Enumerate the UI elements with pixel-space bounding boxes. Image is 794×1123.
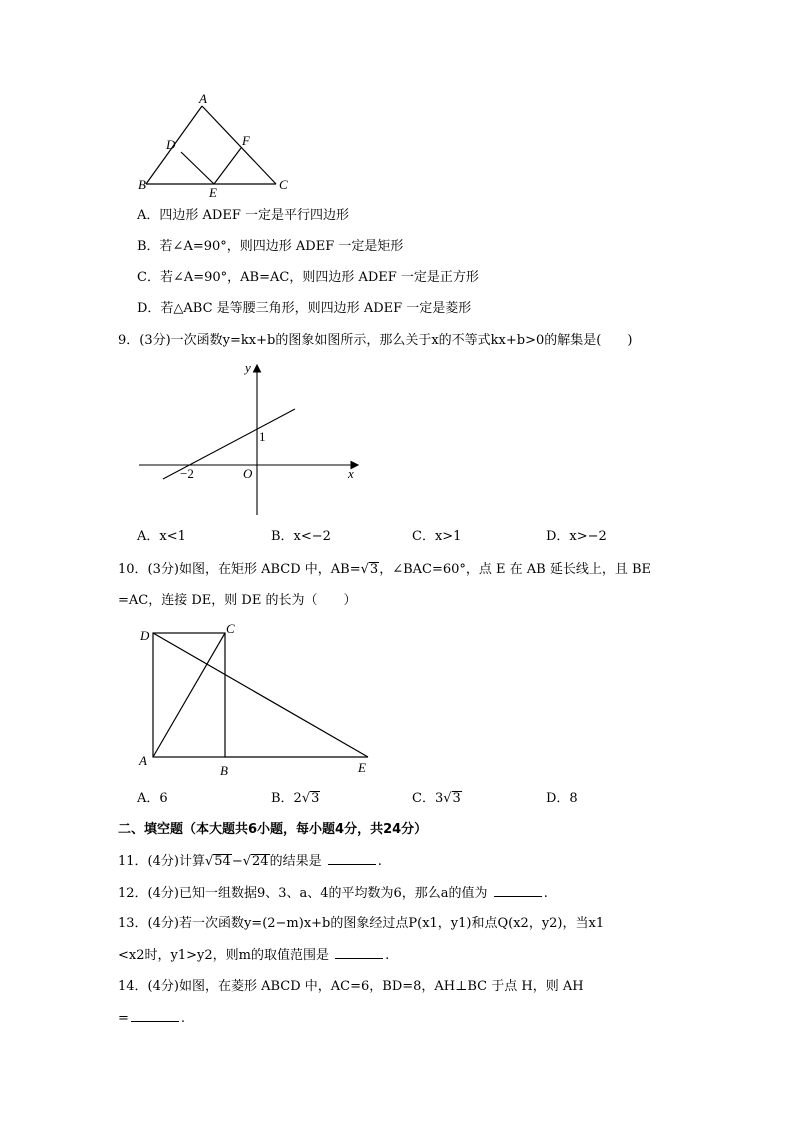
answer-blank[interactable]: [494, 884, 542, 897]
q9-option-a: A．x<1: [137, 529, 186, 544]
q10-stem-part2: ，∠BAC=60°，点 E 在 AB 延长线上，且 BE: [379, 562, 652, 577]
q10-stem-part1: 10．(3分)如图，在矩形 ABCD 中，AB=: [118, 562, 361, 577]
q10-option-b: B．2√3: [271, 791, 320, 806]
answer-blank[interactable]: [131, 1009, 179, 1022]
q8-option-b: B．若∠A=90°，则四边形 ADEF 一定是矩形: [137, 239, 404, 254]
label-d: D: [166, 137, 176, 152]
segment-de: [153, 633, 368, 757]
axis-label-x: x: [348, 466, 354, 481]
section-title: 二、填空题（本大题共6小题，每小题4分，共24分）: [118, 822, 428, 837]
q8-option-c: C．若∠A=90°，AB=AC，则四边形 ADEF 一定是正方形: [137, 270, 479, 285]
q14-line1: 14．(4分)如图，在菱形 ABCD 中，AC=6，BD=8，AH⊥BC 于点 H，则 AH: [118, 979, 584, 994]
q8-option-d: D．若△ABC 是等腰三角形，则四边形 ADEF 一定是菱形: [137, 301, 472, 316]
q11: 11．(4分)计算√54−√24的结果是 .: [118, 854, 382, 869]
q10-stem-line1: 10．(3分)如图，在矩形 ABCD 中，AB=√3，∠BAC=60°，点 E 在 AB 延长线上，且 BE: [118, 562, 652, 577]
q8-triangle-figure: [130, 92, 300, 198]
q10-stem-line2: =AC，连接 DE，则 DE 的长为（ ）: [118, 593, 357, 608]
q13-line2: <x2时，y1>y2，则m的取值范围是 .: [118, 948, 390, 963]
x-intercept-label: −2: [180, 466, 194, 481]
origin-label: O: [243, 466, 253, 481]
axis-label-y: y: [245, 360, 251, 375]
answer-blank[interactable]: [335, 946, 383, 959]
q9-option-b: B．x<−2: [271, 529, 331, 544]
segment-ac: [202, 106, 276, 184]
q9-option-d: D．x>−2: [546, 529, 607, 544]
q10-radicand: 3: [369, 562, 379, 577]
q10-rectangle-figure: [132, 619, 377, 779]
segment-de: [181, 152, 214, 184]
label-e: E: [358, 760, 366, 775]
segment-ef: [214, 148, 241, 184]
label-c: C: [226, 621, 235, 636]
y-intercept-label: 1: [259, 429, 266, 444]
q9-stem: 9．(3分)一次函数y=kx+b的图象如图所示，那么关于x的不等式kx+b>0的解集是( ): [118, 333, 633, 348]
q10-option-a: A．6: [137, 791, 168, 806]
q10-option-d: D．8: [546, 791, 578, 806]
label-c: C: [279, 177, 288, 192]
q12: 12．(4分)已知一组数据9、3、a、4的平均数为6，那么a的值为 .: [118, 886, 548, 901]
answer-blank[interactable]: [328, 852, 376, 865]
label-b: B: [220, 763, 228, 778]
q9-graph-figure: [135, 360, 365, 520]
q8-option-a: A．四边形 ADEF 一定是平行四边形: [137, 208, 349, 223]
diagonal-ac: [153, 633, 225, 757]
q13-line1: 13．(4分)若一次函数y=(2−m)x+b的图象经过点P(x1，y1)和点Q(x2，y2)，当x1: [118, 916, 605, 931]
q10-option-c: C．3√3: [412, 791, 461, 806]
label-a: A: [199, 92, 207, 106]
label-d: D: [140, 628, 150, 643]
label-a: A: [139, 753, 147, 768]
q9-option-c: C．x>1: [412, 529, 462, 544]
label-e: E: [209, 185, 217, 198]
label-b: B: [138, 177, 146, 192]
label-f: F: [242, 133, 250, 148]
q14-line2: = .: [118, 1011, 186, 1026]
